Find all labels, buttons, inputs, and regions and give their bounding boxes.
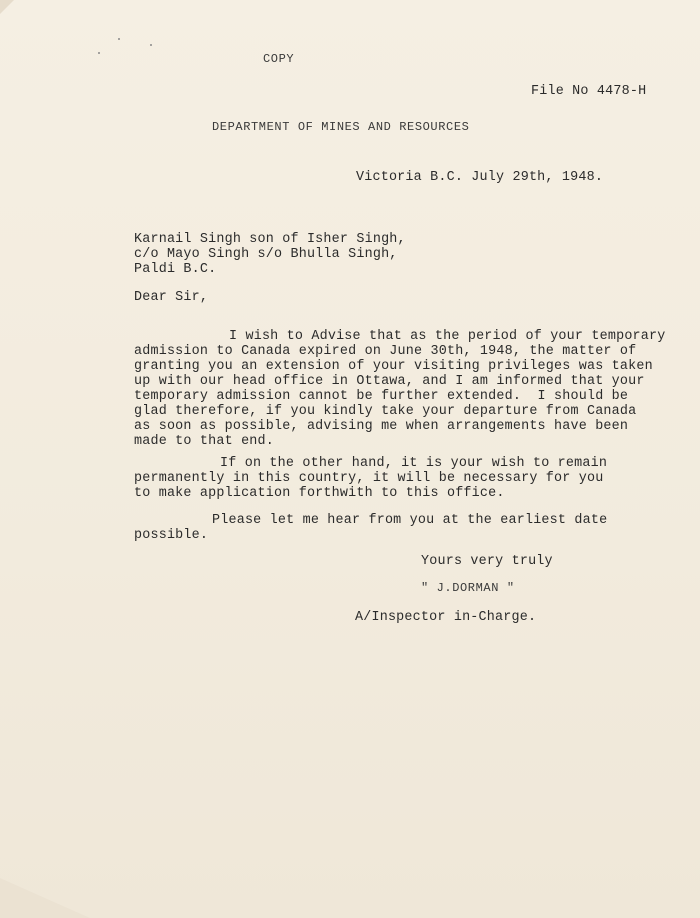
address-line-3: Paldi B.C. <box>134 262 217 277</box>
copy-label: COPY <box>263 52 295 66</box>
paragraph-1-line: granting you an extension of your visiting privileges was taken <box>134 359 653 374</box>
address-line-2: c/o Mayo Singh s/o Bhulla Singh, <box>134 247 398 262</box>
paragraph-1-line: up with our head office in Ottawa, and I am informed that your <box>134 374 645 389</box>
file-number: File No 4478-H <box>531 84 647 99</box>
paragraph-1-line: admission to Canada expired on June 30th, 1948, the matter of <box>134 344 637 359</box>
signature: " J.DORMAN " <box>421 581 515 595</box>
signatory-title: A/Inspector in-Charge. <box>355 610 537 625</box>
paragraph-1-line: made to that end. <box>134 434 275 449</box>
paragraph-3-line: Please let me hear from you at the earliest date <box>212 513 608 528</box>
paragraph-2-line: permanently in this country, it will be necessary for you <box>134 471 604 486</box>
paragraph-1-line: I wish to Advise that as the period of your temporary <box>229 329 666 344</box>
paper-speck <box>98 52 100 54</box>
paper-speck <box>118 38 120 40</box>
paragraph-1-line: glad therefore, if you kindly take your departure from Canada <box>134 404 637 419</box>
paragraph-2-line: to make application forthwith to this office. <box>134 486 505 501</box>
paragraph-3-line: possible. <box>134 528 209 543</box>
paragraph-1-line: as soon as possible, advising me when arrangements have been <box>134 419 629 434</box>
department-heading: DEPARTMENT OF MINES AND RESOURCES <box>212 120 470 134</box>
paragraph-2-line: If on the other hand, it is your wish to remain <box>220 456 608 471</box>
folded-corner <box>0 0 14 14</box>
place-and-date: Victoria B.C. July 29th, 1948. <box>356 170 604 185</box>
address-line-1: Karnail Singh son of Isher Singh, <box>134 232 406 247</box>
paragraph-1-line: temporary admission cannot be further extended. I should be <box>134 389 629 404</box>
valediction: Yours very truly <box>421 554 553 569</box>
paper-edge-shadow <box>0 878 90 918</box>
salutation: Dear Sir, <box>134 290 209 305</box>
paper-speck <box>150 44 152 46</box>
